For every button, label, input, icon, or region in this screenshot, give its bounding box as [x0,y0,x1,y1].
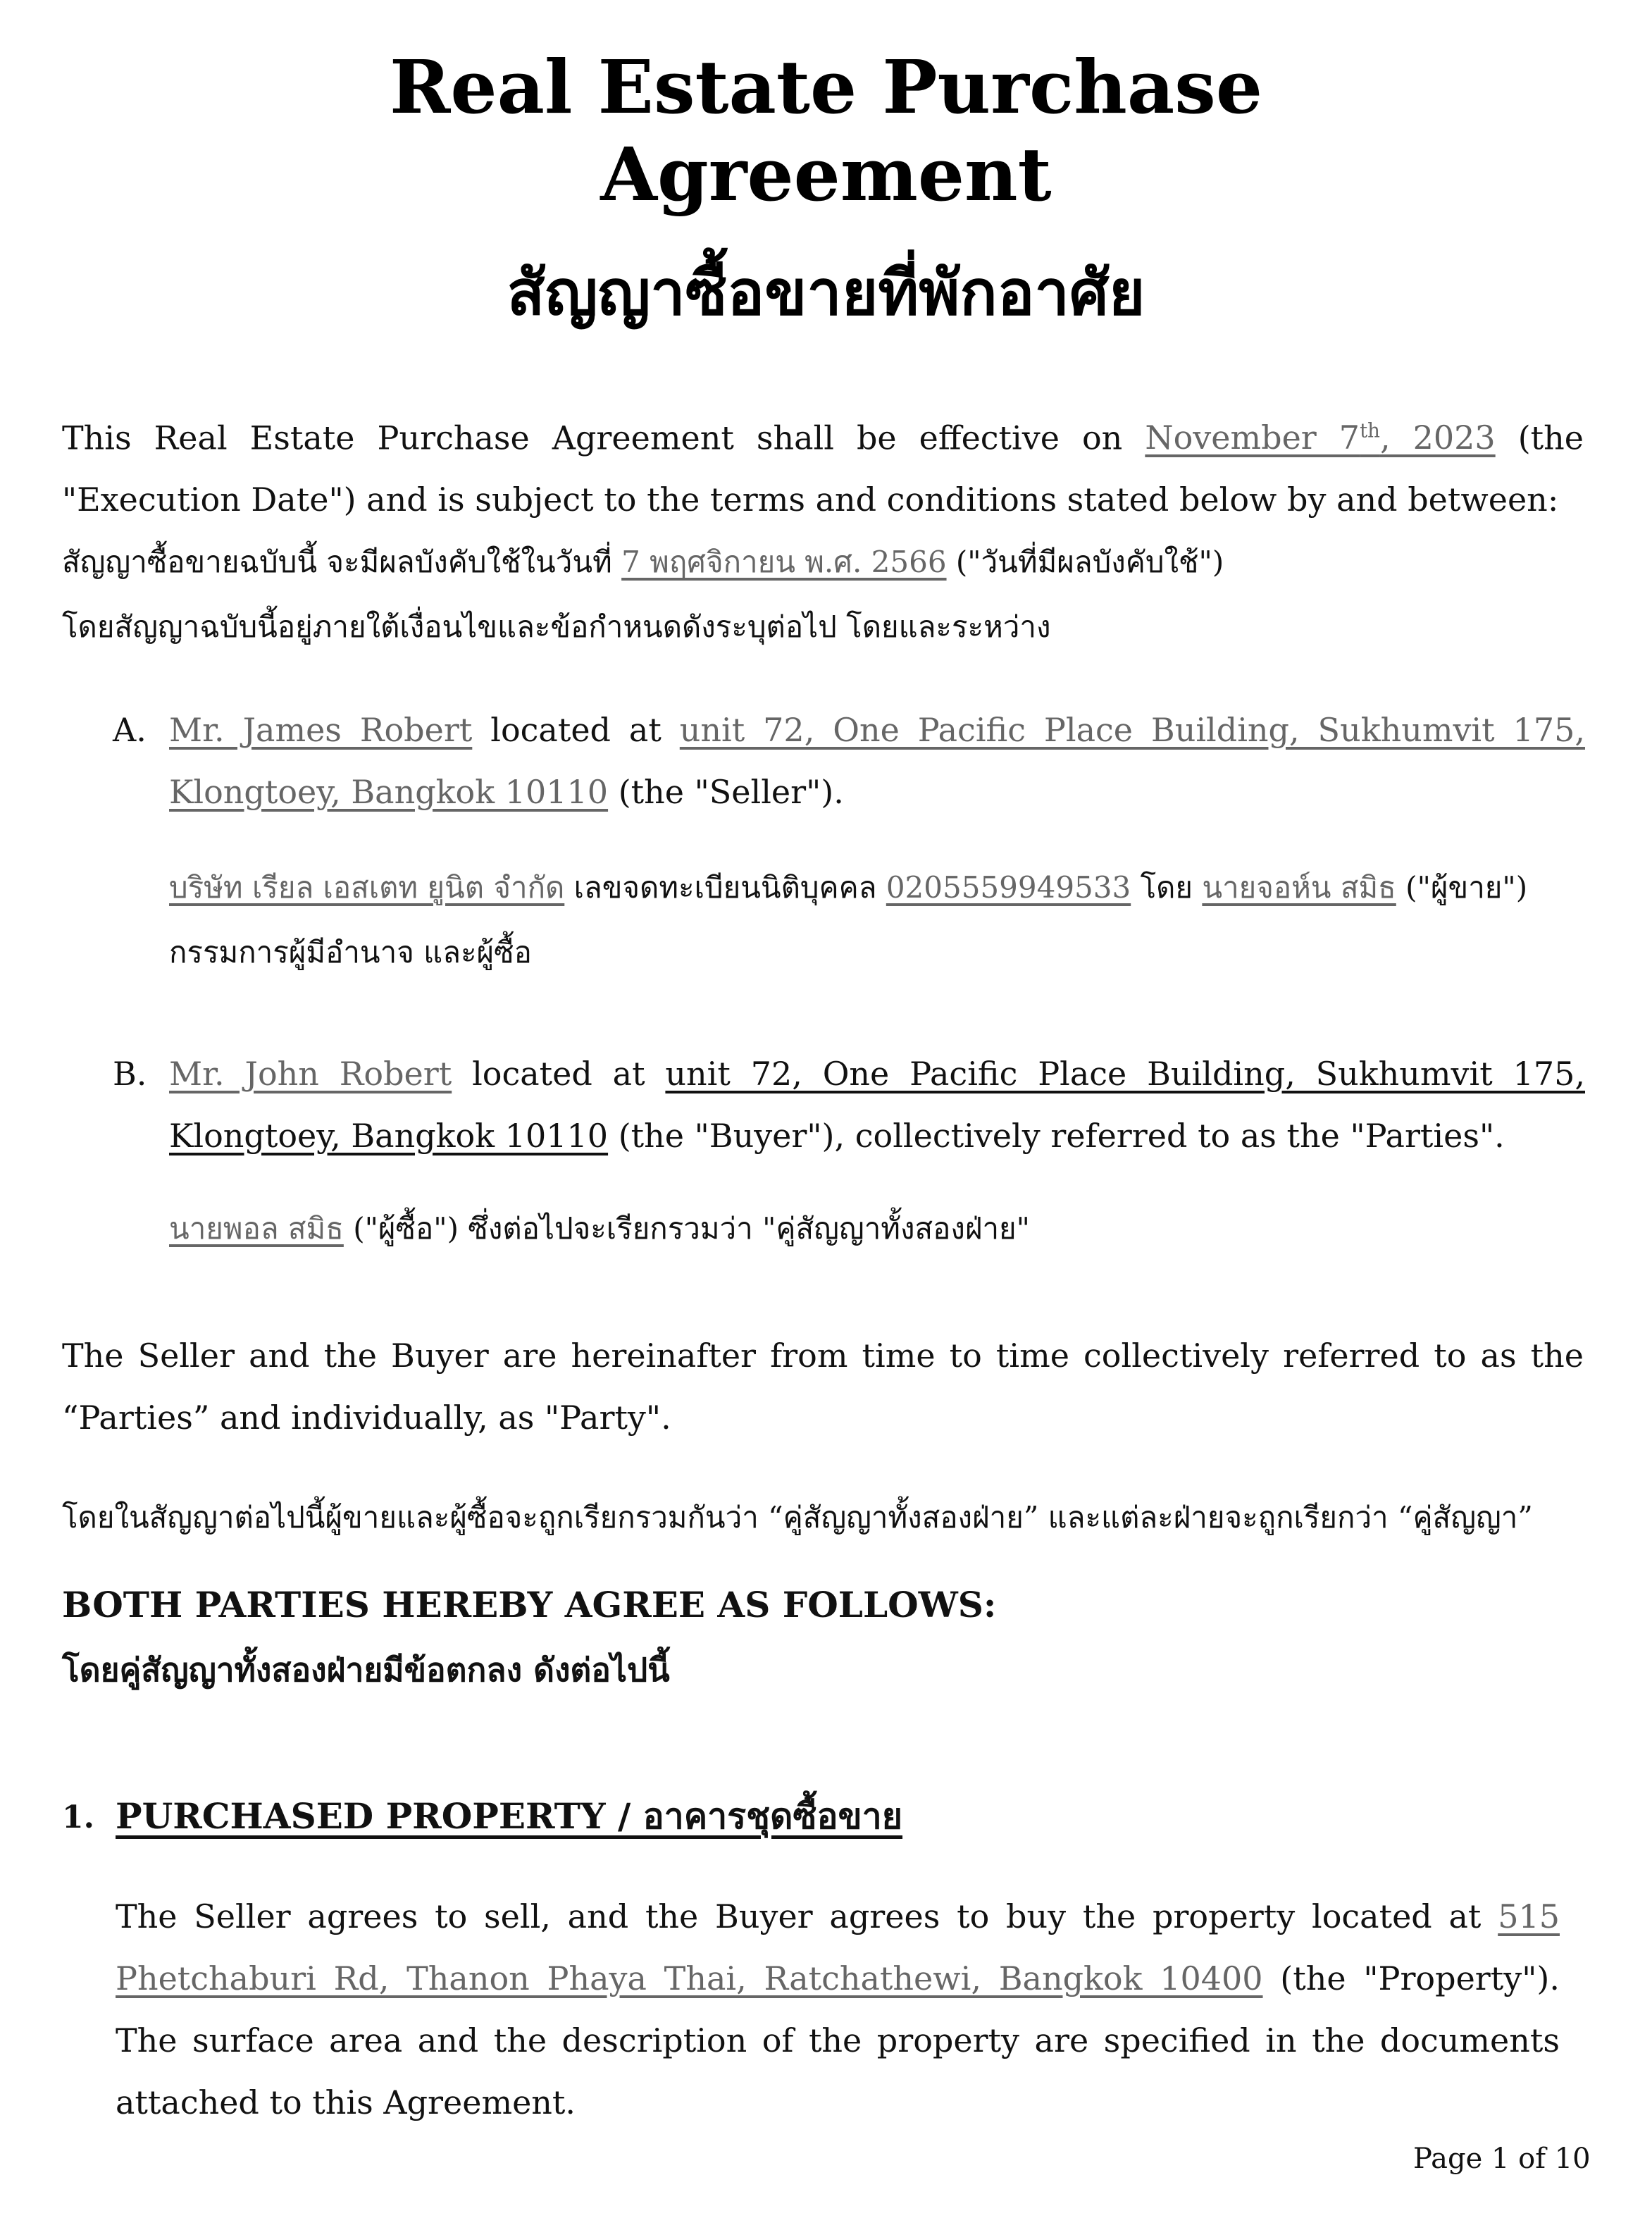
intro-th-after: ("วันที่มีผลบังคับใช้") [946,545,1224,579]
document-title-line2: Agreement [600,131,1052,218]
party-a-th-line2: กรรมการผู้มีอำนาจ และผู้ซื้อ [169,935,532,969]
party-a-letter: A. [113,711,147,749]
document-title-thai: สัญญาซื้อขายที่พักอาศัย [507,256,1145,329]
seller-company-th-field: บริษัท เรียล เอสเตท ยูนิต จำกัด [169,870,565,905]
buyer-address-field: unit 72, One Pacific Place Building, Sukhumvit 175, Klongtoey, Bangkok 10110 [169,1055,1585,1155]
party-a-text [169,699,1585,823]
buyer-name-field: Mr. John Robert [169,1055,452,1093]
intro-paragraph-th [62,530,1598,659]
page-number: Page 1 of 10 [1413,2143,1591,2175]
intro-text-before: This Real Estate Purchase Agreement shall be effective on [62,419,1145,457]
seller-address-field: unit 72, One Pacific Place Building, Sukhumvit 175, Klongtoey, Bangkok 10110 [169,711,1585,811]
section-1-text-before: The Seller agrees to sell, and the Buyer agrees to buy the property located at [116,1897,1498,1935]
execution-date-suffix: th [1360,419,1380,442]
section-1-body [116,1885,1560,2133]
intro-text-after: (the "Execution Date") and is subject to the terms and conditions stated below by and between: [62,419,1584,519]
intro-th-before: สัญญาซื้อขายฉบับนี้ จะมีผลบังคับใช้ในวันที่ [62,545,622,579]
party-a-role: (the "Seller"). [608,773,844,811]
property-address-field: 515 Phetchaburi Rd, Thanon Phaya Thai, Ratchathewi, Bangkok 10400 [116,1897,1560,1997]
section-1-number: 1. [62,1799,94,1835]
intro-paragraph-en [62,400,1584,531]
party-b-letter: B. [113,1055,147,1093]
seller-director-th-field: นายจอห์น สมิธ [1202,870,1396,905]
parties-paragraph-en: The Seller and the Buyer are hereinafter from time to time collectively referred to as the “Parties” and individually, as "Party". [62,1337,1584,1437]
buyer-name-th-field: นายพอล สมิธ [169,1211,344,1246]
party-a-th-role: ("ผู้ขาย") [1396,870,1528,905]
agree-heading-en: BOTH PARTIES HEREBY AGREE AS FOLLOWS: [62,1584,997,1625]
document-title-line1: Real Estate Purchase [389,44,1262,130]
seller-name-field: Mr. James Robert [169,711,473,749]
seller-registration-field: 0205559949533 [886,870,1131,905]
party-b-thai [169,1196,1585,1261]
party-b-text [169,1043,1585,1167]
party-b-role: (the "Buyer"), collectively referred to as the "Parties". [608,1117,1505,1155]
intro-th-line2: โดยสัญญาฉบับนี้อยู่ภายใต้เงื่อนไขและข้อกำหนดดังระบุต่อไป โดยและระหว่าง [62,609,1051,644]
party-a-th-by: โดย [1131,870,1203,905]
party-b-located: located at [452,1055,666,1093]
section-1-text-after: (the "Property"). The surface area and the description of the property are specified in the documents attached to this Agreement. [116,1959,1560,2121]
party-a-thai [169,855,1585,985]
execution-date-year: , 2023 [1379,419,1496,457]
execution-date-th-field: 7 พฤศจิกายน พ.ศ. 2566 [621,545,947,579]
agree-heading-th: โดยคู่สัญญาทั้งสองฝ่ายมีข้อตกลง ดังต่อไปนี้ [62,1651,670,1689]
execution-date-field [1145,419,1495,457]
section-1-title: PURCHASED PROPERTY / อาคารชุดซื้อขาย [116,1795,903,1837]
execution-date-main: November 7 [1145,419,1360,457]
parties-paragraph-th: โดยในสัญญาต่อไปนี้ผู้ขายและผู้ซื้อจะถูกเรียกรวมกันว่า “คู่สัญญาทั้งสองฝ่าย” และแต่ละฝ่ายจะถูกเรียกว่า “คู่สัญญา” [62,1500,1533,1535]
party-a-th-reg-label: เลขจดทะเบียนนิติบุคคล [564,870,886,905]
party-b-th-rest: ("ผู้ซื้อ") ซึ่งต่อไปจะเรียกรวมว่า "คู่สัญญาทั้งสองฝ่าย" [343,1211,1030,1246]
party-a-located: located at [472,711,680,749]
